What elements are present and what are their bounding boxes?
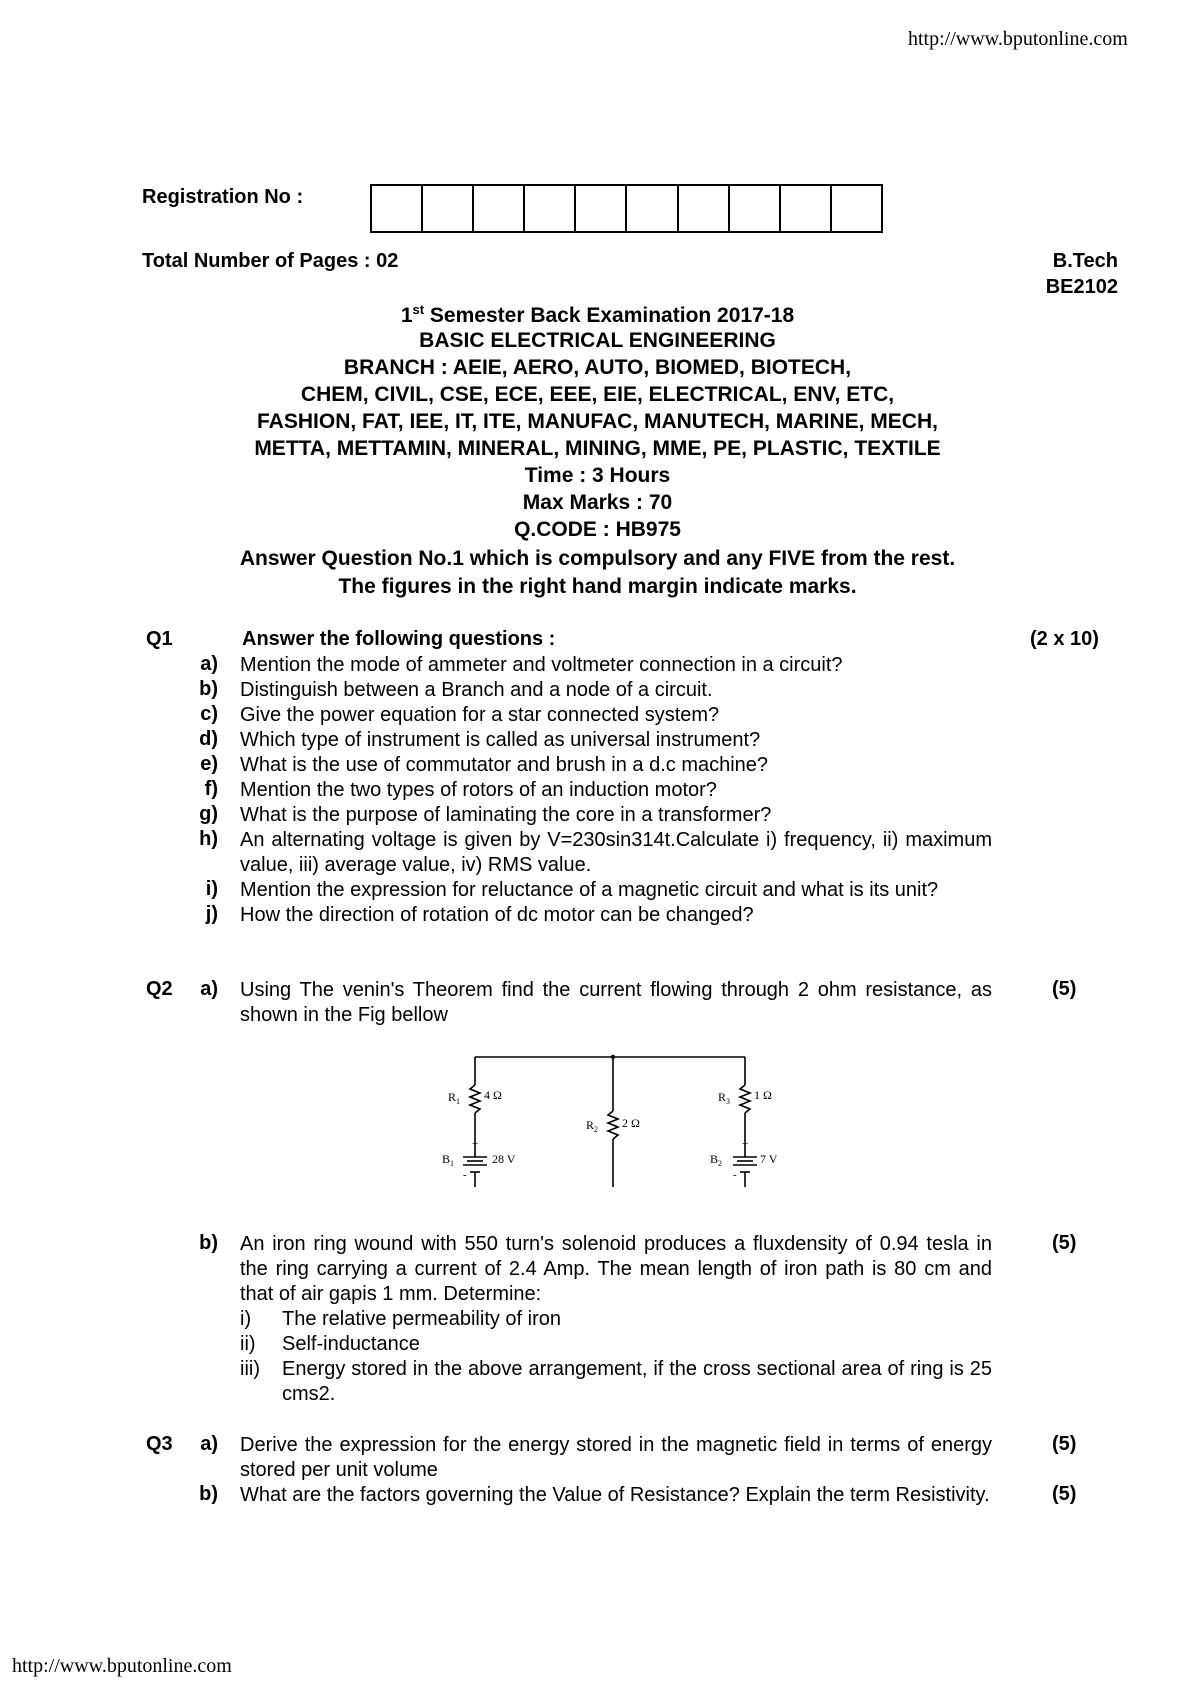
- list-item: [240, 1332, 994, 1357]
- registration-number-boxes: [370, 184, 883, 233]
- registration-box: [832, 186, 881, 231]
- footer-url: http://www.bputonline.com: [12, 1655, 232, 1677]
- value-b2: 7 V: [760, 1152, 778, 1166]
- list-item: [240, 1307, 994, 1332]
- resistor-r1: [470, 1085, 480, 1113]
- item-label: a): [200, 1433, 218, 1455]
- question-number: Q3: [146, 1433, 173, 1455]
- item-label: c): [200, 703, 218, 725]
- q1-heading: Answer the following questions :: [242, 628, 556, 650]
- item-text: Derive the expression for the energy stored in the magnetic field in terms of energy stored per unit volume: [240, 1434, 992, 1481]
- q2b-marks: (5): [1052, 1232, 1077, 1254]
- registration-box: [730, 186, 781, 231]
- q2a: [178, 978, 992, 1028]
- q2b-subitems: [240, 1307, 994, 1407]
- item-text: Mention the mode of ammeter and voltmeter connection in a circuit?: [240, 654, 843, 676]
- question-number: Q1: [146, 628, 173, 650]
- circuit-diagram: [430, 1045, 790, 1190]
- list-item: [178, 653, 998, 678]
- item-label: a): [200, 653, 218, 675]
- q1-marks: (2 x 10): [1030, 628, 1099, 650]
- item-text: How the direction of rotation of dc motor can be changed?: [240, 904, 754, 926]
- list-item: [178, 878, 998, 903]
- item-text: Give the power equation for a star connected system?: [240, 704, 720, 726]
- registration-box: [576, 186, 627, 231]
- item-label: b): [199, 678, 218, 700]
- item-label: d): [199, 728, 218, 750]
- label-b1: $B_1$: [442, 1152, 455, 1168]
- instruction-marks: The figures in the right hand margin indicate marks.: [338, 575, 857, 598]
- value-r3: 1 Ω: [754, 1088, 772, 1102]
- circuit-node: [611, 1055, 615, 1059]
- list-item: [178, 728, 998, 753]
- item-text: An alternating voltage is given by V=230sin314t.Calculate i) frequency, ii) maximum value, iii) average value, iv) RMS value.: [240, 829, 992, 876]
- list-item: [178, 778, 998, 803]
- q3b: [178, 1483, 992, 1508]
- b2-minus: -: [733, 1169, 737, 1181]
- subitem-text: The relative permeability of iron: [282, 1308, 562, 1330]
- instruction-compulsory: Answer Question No.1 which is compulsory and any FIVE from the rest.: [239, 547, 956, 570]
- question-code: Q.CODE : HB975: [514, 518, 681, 541]
- exam-time: Time : 3 Hours: [524, 464, 671, 487]
- question-number: Q2: [146, 978, 173, 1000]
- list-item: [178, 753, 998, 778]
- list-item: [178, 903, 998, 928]
- registration-box: [525, 186, 576, 231]
- value-r1: 4 Ω: [484, 1088, 502, 1102]
- list-item: [178, 703, 998, 728]
- item-text: What are the factors governing the Value of Resistance? Explain the term Resistivity.: [240, 1484, 990, 1506]
- semester-text: Semester Back Examination 2017-18: [424, 304, 795, 327]
- item-label: g): [199, 803, 218, 825]
- branch-line: METTA, METTAMIN, MINERAL, MINING, MME, PE, PLASTIC, TEXTILE: [254, 437, 941, 460]
- b1-plus: +: [472, 1138, 479, 1150]
- item-text: What is the purpose of laminating the core in a transformer?: [240, 804, 772, 826]
- label-r2: $R_2$: [586, 1118, 599, 1134]
- list-item: [178, 678, 998, 703]
- registration-box: [423, 186, 474, 231]
- registration-box: [781, 186, 832, 231]
- list-item: [178, 803, 998, 828]
- degree: B.Tech: [1052, 250, 1118, 272]
- q3a: [178, 1433, 992, 1483]
- item-label: h): [199, 828, 218, 850]
- item-label: a): [200, 978, 218, 1000]
- list-item: [178, 828, 998, 878]
- b2-plus: +: [742, 1138, 749, 1150]
- b1-minus: -: [463, 1169, 467, 1181]
- item-text: An iron ring wound with 550 turn's solenoid produces a fluxdensity of 0.94 tesla in the ring carrying a current of 2.4 Amp. The mean length of iron path is 80 cm and that of air gapis 1 mm. Determine:: [240, 1233, 992, 1305]
- registration-box: [474, 186, 525, 231]
- item-label: f): [204, 778, 218, 800]
- branch-line: BRANCH : AEIE, AERO, AUTO, BIOMED, BIOTECH,: [343, 356, 852, 379]
- item-text: Mention the two types of rotors of an induction motor?: [240, 779, 717, 801]
- label-r3: $R_3$: [718, 1090, 731, 1106]
- q2b: [178, 1232, 992, 1307]
- subitem-label: iii): [240, 1358, 260, 1380]
- registration-box: [627, 186, 678, 231]
- subitem-label: i): [240, 1308, 252, 1330]
- subitem-label: ii): [240, 1333, 256, 1355]
- semester-number: 1: [400, 304, 413, 327]
- course-code: BE2102: [1045, 276, 1118, 298]
- item-text: Distinguish between a Branch and a node of a circuit.: [240, 679, 713, 701]
- item-text: Mention the expression for reluctance of a magnetic circuit and what is its unit?: [240, 879, 939, 901]
- q2a-marks: (5): [1052, 978, 1077, 1000]
- registration-box: [679, 186, 730, 231]
- q3b-marks: (5): [1052, 1483, 1077, 1505]
- value-r2: 2 Ω: [622, 1116, 640, 1130]
- semester-heading: [140, 302, 1055, 328]
- label-r1: $R_1$: [448, 1090, 461, 1106]
- item-label: e): [200, 753, 218, 775]
- q1-list: [178, 653, 998, 928]
- resistor-r3: [740, 1085, 750, 1113]
- subitem-text: Energy stored in the above arrangement, if the cross sectional area of ring is 25 cms2.: [282, 1358, 992, 1405]
- max-marks: Max Marks : 70: [522, 491, 673, 514]
- branch-line: FASHION, FAT, IEE, IT, ITE, MANUFAC, MANUTECH, MARINE, MECH,: [257, 410, 938, 433]
- total-pages: Total Number of Pages : 02: [142, 250, 399, 272]
- item-label: j): [205, 903, 218, 925]
- branch-line: CHEM, CIVIL, CSE, ECE, EEE, EIE, ELECTRICAL, ENV, ETC,: [300, 383, 895, 406]
- value-b1: 28 V: [492, 1152, 516, 1166]
- item-label: b): [199, 1232, 218, 1254]
- subitem-text: Self-inductance: [282, 1333, 420, 1355]
- item-label: i): [205, 878, 218, 900]
- registration-label: Registration No :: [142, 186, 304, 208]
- list-item: [240, 1357, 994, 1407]
- registration-box: [372, 186, 423, 231]
- item-text: Using The venin's Theorem find the current flowing through 2 ohm resistance, as shown in the Fig bellow: [240, 979, 992, 1026]
- subject-title: BASIC ELECTRICAL ENGINEERING: [419, 329, 776, 352]
- header-url: http://www.bputonline.com: [908, 28, 1128, 50]
- resistor-r2: [608, 1111, 618, 1139]
- q3a-marks: (5): [1052, 1433, 1077, 1455]
- label-b2: $B_2$: [710, 1152, 723, 1168]
- item-text: What is the use of commutator and brush in a d.c machine?: [240, 754, 769, 776]
- semester-ordinal: st: [412, 302, 425, 317]
- item-text: Which type of instrument is called as universal instrument?: [240, 729, 761, 751]
- item-label: b): [199, 1483, 218, 1505]
